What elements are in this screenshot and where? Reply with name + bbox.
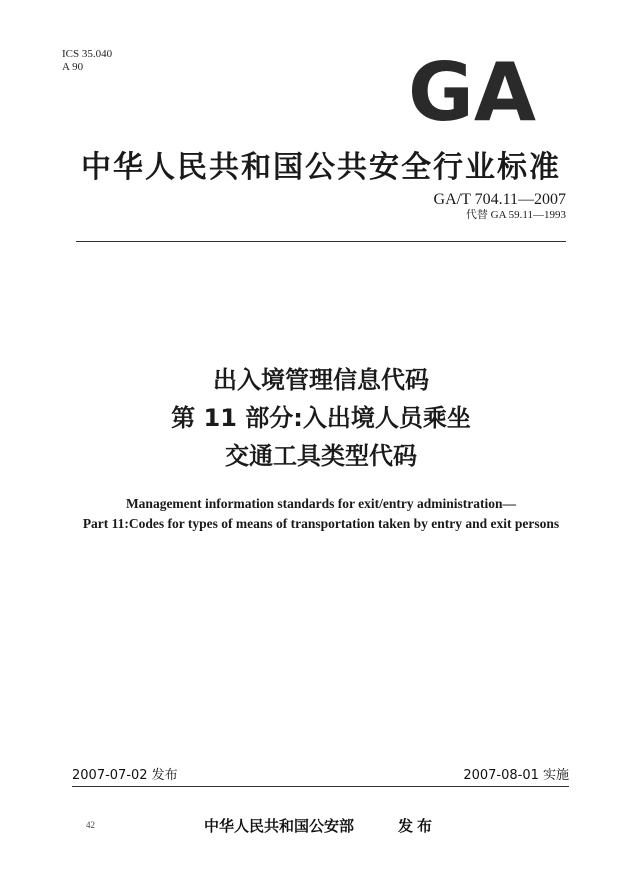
chinese-title bbox=[0, 361, 642, 475]
header-divider bbox=[76, 241, 566, 242]
ga-logo bbox=[407, 54, 537, 126]
footer-divider bbox=[72, 786, 569, 787]
cn-title-line-1: 出入境管理信息代码 bbox=[213, 366, 429, 394]
english-title bbox=[0, 494, 642, 534]
cn-title-line-2: 第 11 部分:入出境人员乘坐 bbox=[171, 404, 471, 432]
publish-label: 发布 bbox=[398, 817, 437, 835]
cn-title-line-3: 交通工具类型代码 bbox=[225, 442, 417, 470]
issue-date: 2007-07-02 发布 bbox=[72, 768, 178, 783]
replaces-standard: 代替 GA 59.11—1993 bbox=[465, 209, 566, 221]
publisher: 中华人民共和国公安部 bbox=[204, 817, 355, 835]
standard-category-title: 中华人民共和国公共安全行业标准 bbox=[81, 150, 561, 185]
classification-codes bbox=[62, 48, 112, 74]
en-title-line-1: Management information standards for exit/entry administration— bbox=[125, 496, 517, 511]
en-title-line-2: Part 11:Codes for types of means of transportation taken by entry and exit persons bbox=[82, 516, 560, 531]
standard-number: GA/T 704.11—2007 bbox=[433, 191, 566, 208]
implement-date: 2007-08-01 实施 bbox=[463, 768, 569, 783]
page-number: 42 bbox=[86, 820, 95, 830]
ics-code: ICS 35.040 bbox=[62, 48, 113, 60]
ccs-code: A 90 bbox=[62, 61, 84, 73]
standard-number-block bbox=[434, 191, 566, 222]
ga-logo-text: GA bbox=[408, 54, 537, 126]
